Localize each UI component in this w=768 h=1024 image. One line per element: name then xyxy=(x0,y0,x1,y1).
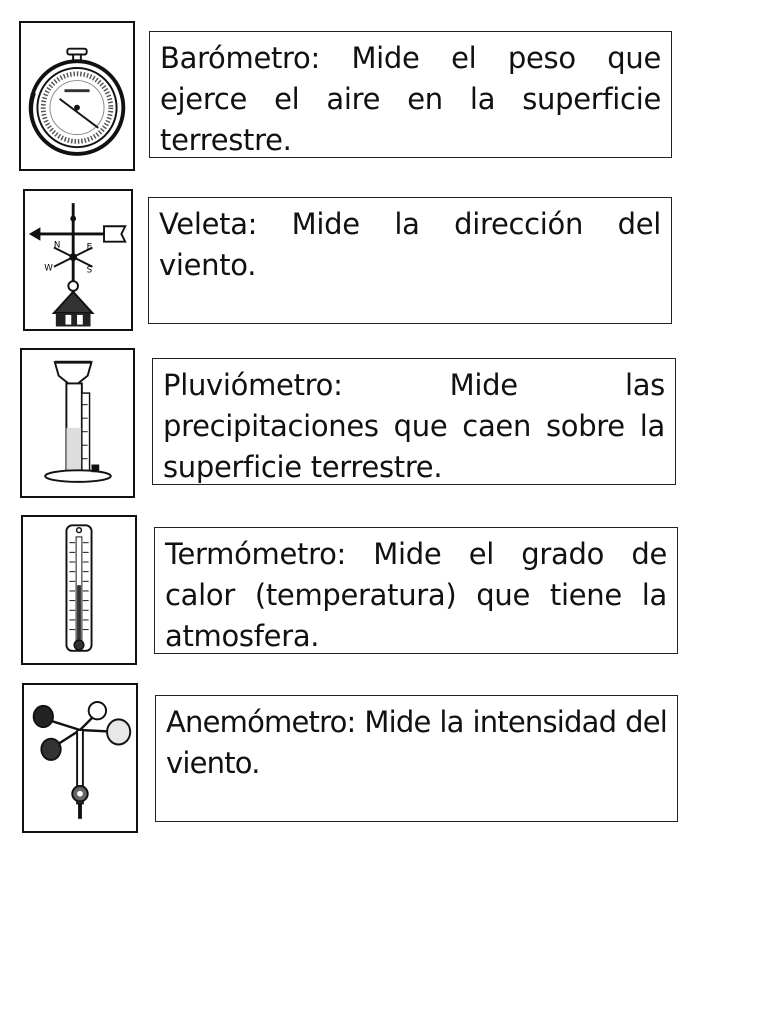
rain-gauge-image-frame xyxy=(20,348,135,498)
barometer-image-frame xyxy=(19,21,135,171)
thermometer-icon xyxy=(23,517,135,663)
compass-letter-e: E xyxy=(86,242,93,253)
barometer-description: Barómetro: Mide el peso que ejerce el aire en la superficie terrestre. xyxy=(149,31,672,158)
barometer-icon xyxy=(21,23,133,169)
wind-vane-image-frame xyxy=(23,189,133,331)
compass-letter-n: N xyxy=(53,240,61,251)
rain-gauge-icon xyxy=(22,350,133,496)
wind-vane-description: Veleta: Mide la dirección del viento. xyxy=(148,197,672,324)
compass-letter-w: W xyxy=(44,263,53,274)
wind-vane-icon xyxy=(25,191,131,329)
rain-gauge-description: Pluviómetro: Mide las precipitaciones que caen sobre la superficie terrestre. xyxy=(152,358,676,485)
thermometer-image-frame xyxy=(21,515,137,665)
anemometer-icon xyxy=(24,685,136,831)
compass-letter-s: S xyxy=(86,265,93,276)
anemometer-image-frame xyxy=(22,683,138,833)
anemometer-description: Anemómetro: Mide la intensidad del viento. xyxy=(155,695,678,822)
thermometer-description: Termómetro: Mide el grado de calor (temperatura) que tiene la atmosfera. xyxy=(154,527,678,654)
